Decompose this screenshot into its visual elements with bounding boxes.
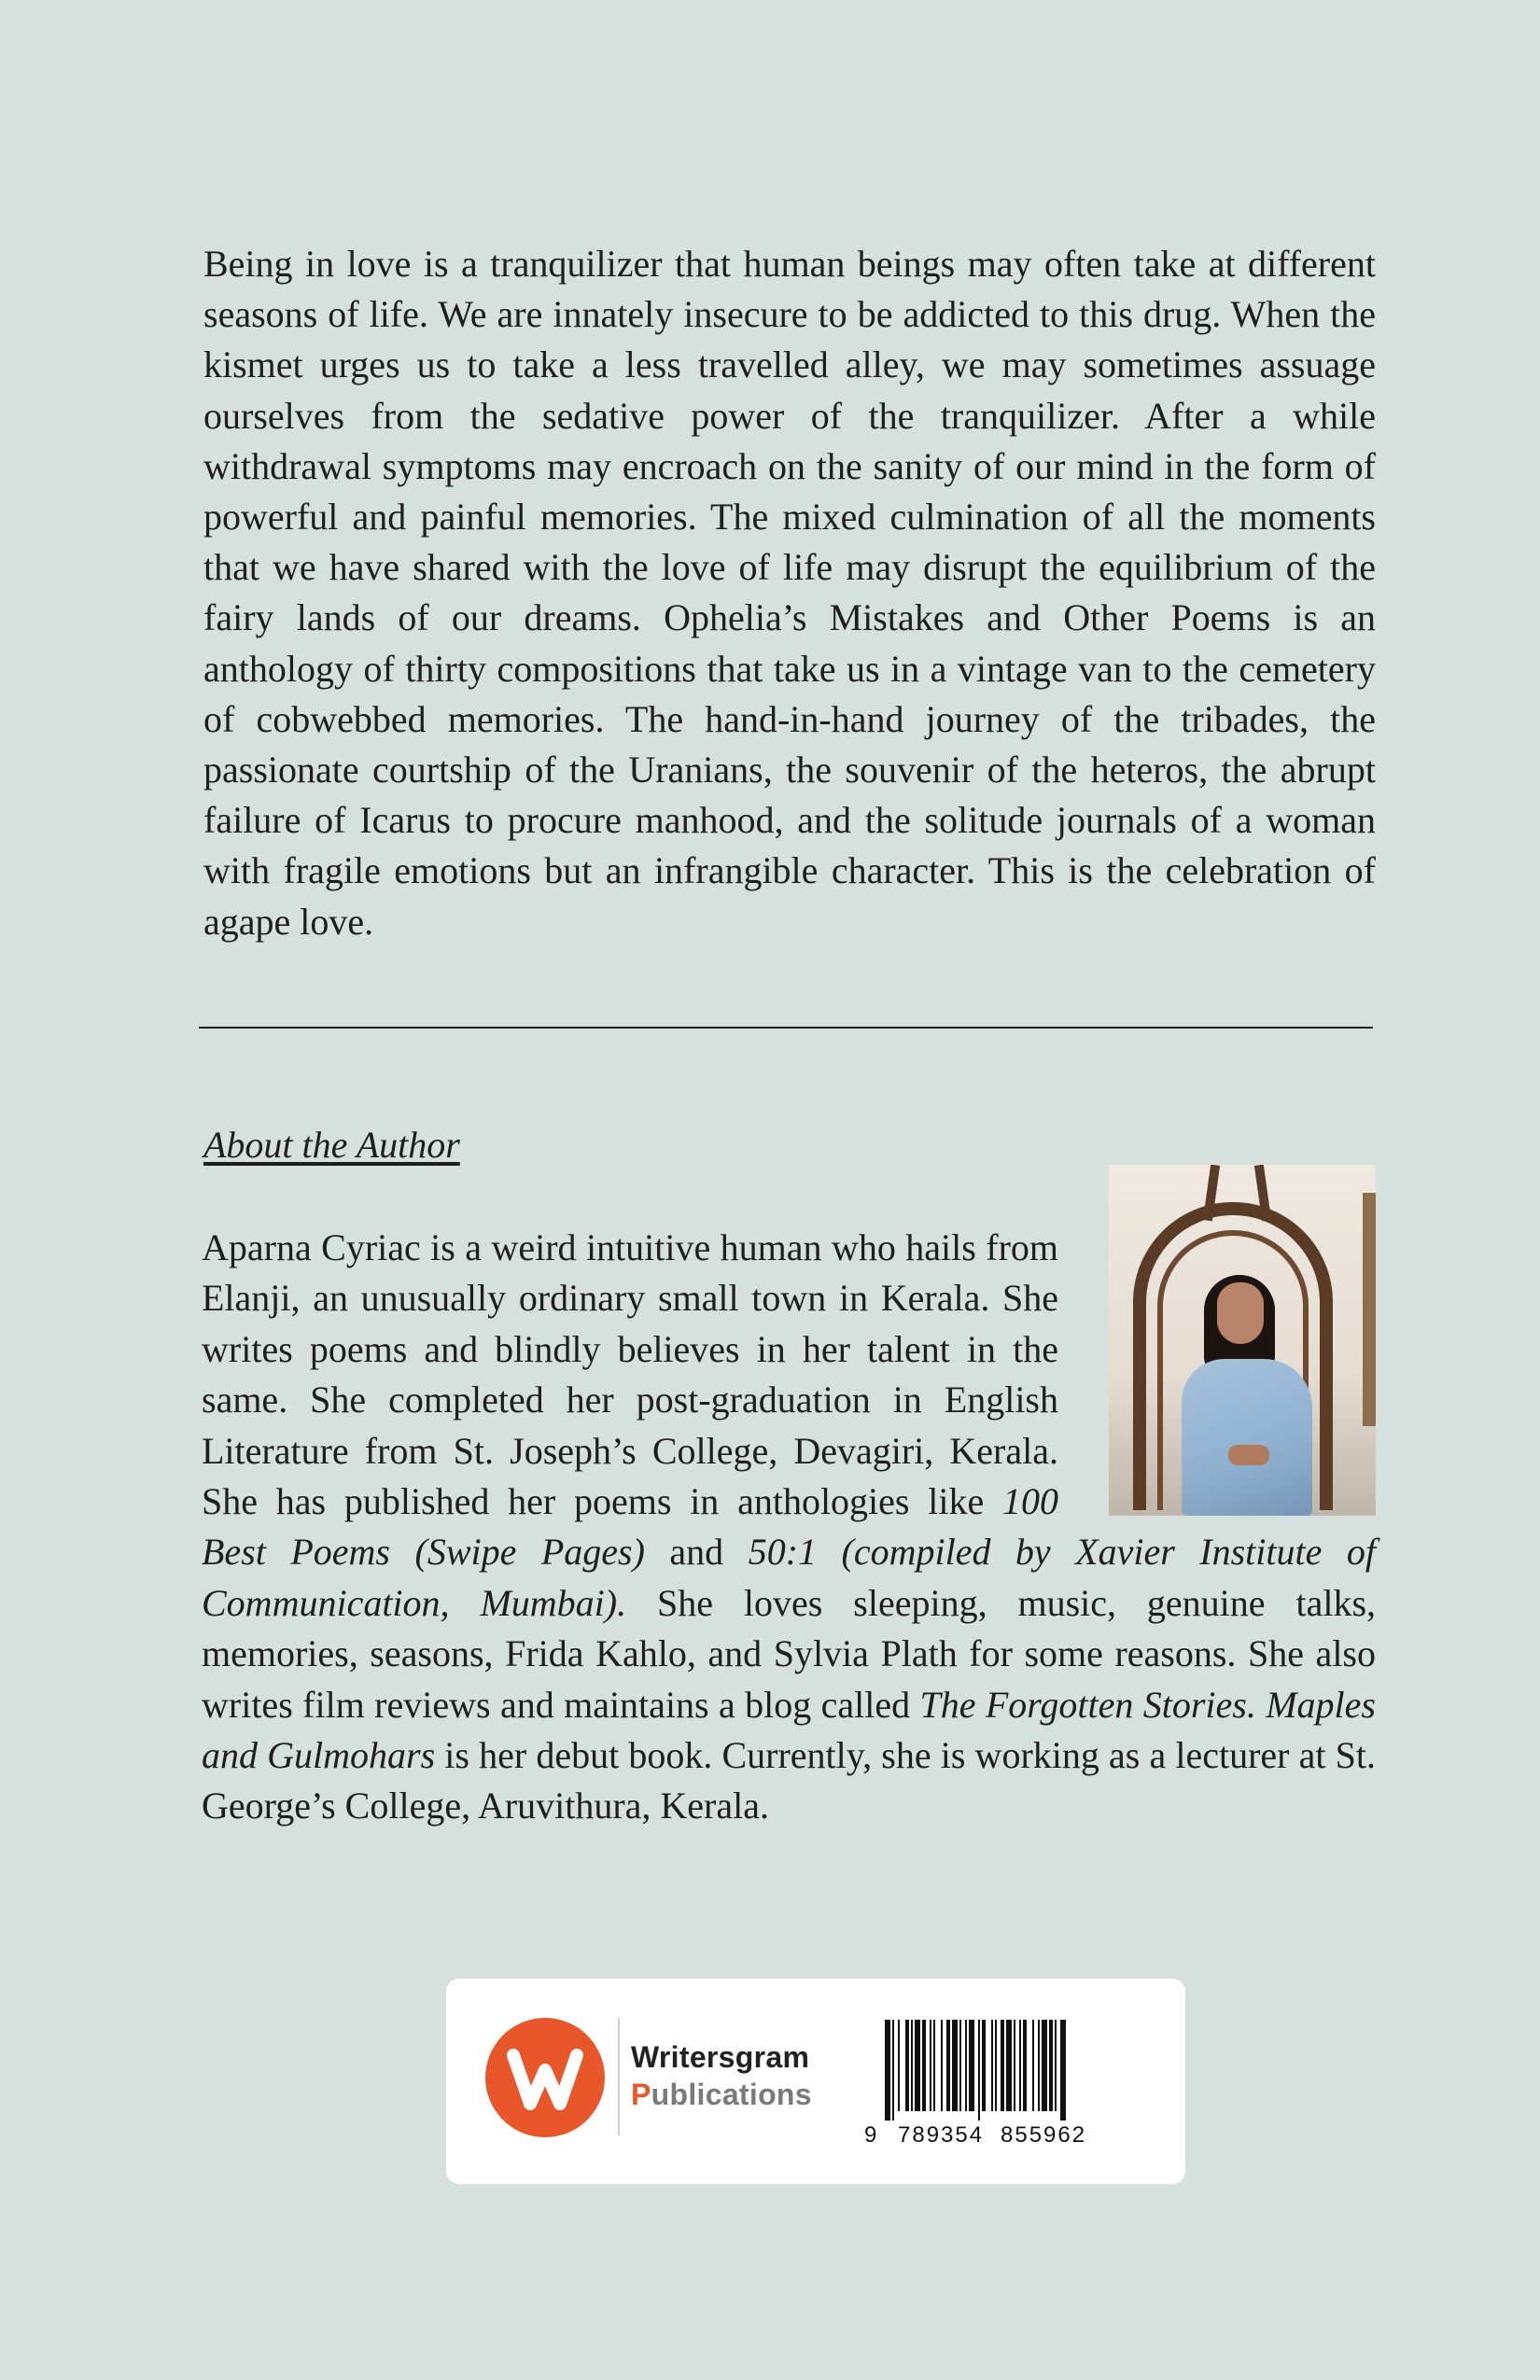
barcode-bar	[978, 2020, 980, 2121]
bio-text: Aparna Cyriac is a weird intuitive human who hails from Elanji, an unusually ordinary small town in Kerala. She writes poems and blindly believes in her talent in the same. She completed her post-graduation in English Literature from St. Joseph’s College, Devagiri, Kerala. She has published her poems in anthologies like	[202, 1226, 1058, 1523]
barcode-bar	[1014, 2020, 1015, 2111]
back-cover-blurb: Being in love is a tranquilizer that human beings may often take at different seasons of life. We are innately insecure to be addicted to this drug. When the kismet urges us to take a less travelled alley, we may sometimes assuage ourselves from the sedative power of the tranquilizer. After a while withdrawal symptoms may encroach on the sanity of our mind in the form of powerful and painful memories. The mixed culmination of all the moments that we have shared with the love of life may disrupt the equilibrium of the fairy lands of our dreams. Ophelia’s Mistakes and Other Poems is an anthology of thirty compositions that take us in a vintage van to the cemetery of cobwebbed memories. The hand-in-hand journey of the tribades, the passionate courtship of the Uranians, the souvenir of the heteros, the abrupt failure of Icarus to procure manhood, and the solitude journals of a woman with fragile emotions but an infrangible character. This is the celebration of agape love.	[203, 243, 1376, 943]
bio-book-title: 100 Best Poems (Swipe Pages)	[202, 1480, 1058, 1574]
publisher-subtitle-rest: ublications	[651, 2078, 812, 2111]
barcode-bar	[969, 2020, 974, 2111]
barcode-bar	[1060, 2020, 1066, 2121]
barcode-bar	[898, 2020, 900, 2111]
publisher-subtitle	[631, 2076, 812, 2113]
publisher-subtitle-initial: P	[631, 2078, 651, 2111]
barcode-bar	[965, 2020, 967, 2111]
barcode-bar	[915, 2020, 920, 2111]
bio-text: and	[644, 1531, 749, 1574]
author-bio	[202, 1223, 1376, 1832]
barcode-bar	[911, 2020, 913, 2111]
publisher-name: Writersgram	[631, 2040, 810, 2074]
barcode-bar	[1006, 2020, 1012, 2111]
barcode-bar	[885, 2020, 890, 2121]
barcode-bar	[941, 2020, 943, 2111]
barcode-bar	[1001, 2020, 1004, 2111]
barcode-bar	[995, 2020, 997, 2111]
barcode-bar	[959, 2020, 961, 2111]
barcode-bar	[930, 2020, 931, 2111]
publisher-box	[446, 1979, 1185, 2184]
barcode-bar	[1038, 2020, 1040, 2111]
barcode-bar	[922, 2020, 926, 2111]
barcode-bar	[1019, 2020, 1021, 2111]
barcode-bar	[1049, 2020, 1053, 2111]
isbn-first-digit: 9	[864, 2122, 877, 2148]
about-author-heading: About the Author	[203, 1124, 460, 1166]
isbn-right-group: 855962	[1001, 2122, 1087, 2148]
barcode-bar	[991, 2020, 993, 2111]
isbn-barcode	[864, 2020, 1094, 2160]
bio-blog-title: The Forgotten Stories. Maples and Gulmohars	[202, 1683, 1376, 1777]
author-photo	[1096, 1165, 1376, 1525]
barcode-bar	[905, 2020, 909, 2111]
barcode-bar	[982, 2020, 986, 2111]
bio-text: is her debut book. Currently, she is working as a lecturer at St. George’s College, Aruvithura, Kerala.	[202, 1734, 1376, 1827]
logo-separator	[618, 2018, 620, 2135]
barcode-bar	[892, 2020, 894, 2121]
barcode-bar	[1042, 2020, 1047, 2111]
isbn-left-group: 789354	[898, 2122, 985, 2148]
publisher-logo-icon	[485, 2018, 605, 2137]
barcode-bar	[1023, 2020, 1027, 2111]
barcode-bar	[952, 2020, 958, 2111]
bio-book-title: 50:1 (compiled by Xavier Institute of Communication, Mumbai).	[202, 1531, 1376, 1624]
barcode-bar	[933, 2020, 935, 2111]
barcode-bar	[1055, 2020, 1057, 2111]
barcode-bars	[870, 2020, 1094, 2121]
barcode-bar	[946, 2020, 950, 2111]
bio-text: She loves sleeping, music, genuine talks, memories, seasons, Frida Kahlo, and Sylvia Plath for some reasons. She also writes film reviews and maintains a blog called	[202, 1581, 1377, 1726]
section-divider	[199, 1027, 1373, 1029]
barcode-bar	[1032, 2020, 1034, 2111]
